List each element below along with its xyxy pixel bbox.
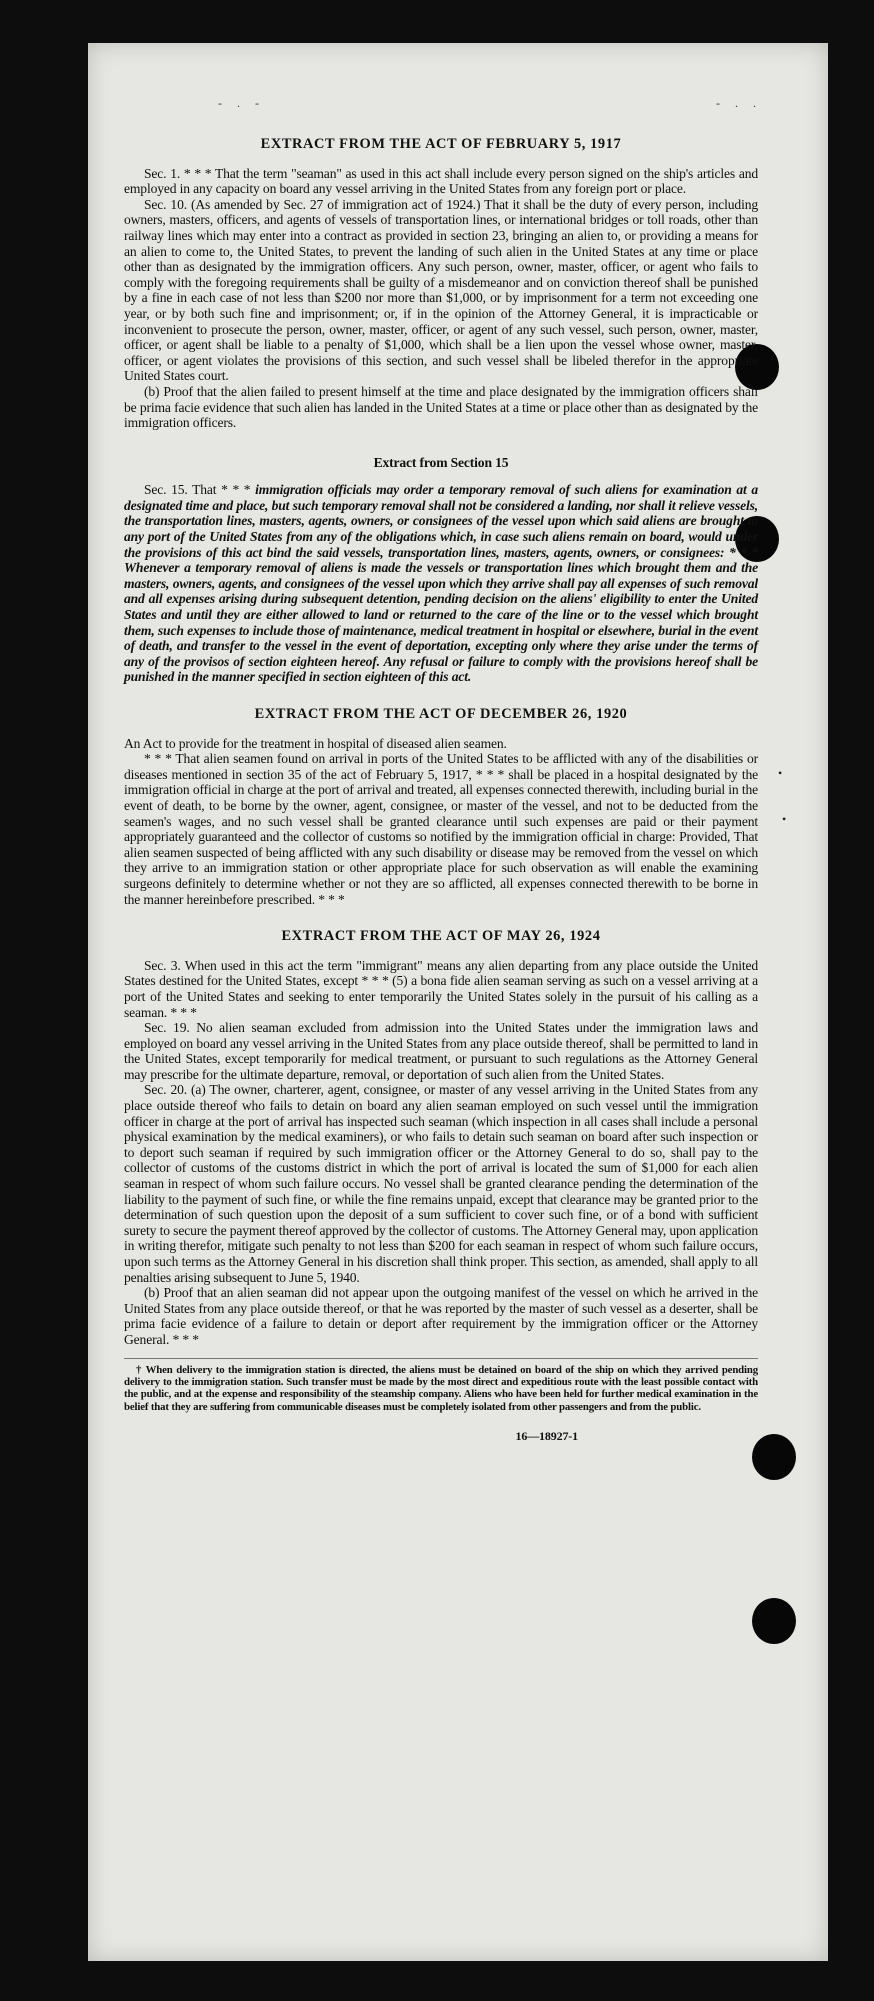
punch-hole (752, 1434, 796, 1480)
section-title-1920: EXTRACT FROM THE ACT OF DECEMBER 26, 1920 (254, 706, 628, 722)
punch-hole (752, 1598, 796, 1644)
footnote (124, 1358, 758, 1414)
section-title-1924: EXTRACT FROM THE ACT OF MAY 26, 1924 (281, 928, 601, 945)
paragraph-sec-15 (124, 482, 758, 685)
act-1920-body: * * * That alien seamen found on arrival in ports of the United States to be afflicted with any of the disabilities or diseases mentioned in section 35 of the act of February 5, 1917, * * * shall be placed in a hospital designated by the immigration official in charge at the port of arrival and treated, all expenses connected therewith, including burial in the event of death, to be borne by the owner, agent, consignee, or master of the vessel, and not to be deducted from the seamen's wages, and no such vessel shall be granted clearance until such expenses are paid or their payment appropriately guaranteed and the collector of customs so notified by the immigration official in charge: Provided, That alien seamen suspected of being afflicted with any such disability or disease may be removed from the vessel on which they arrive to an immigration station or other appropriate place for such observation as will enable the examining surgeons definitely to determine whether or not they are so afflicted, all expenses connected therewith to be borne in the manner hereinbefore prescribed. * * * (124, 751, 758, 907)
section-title-1917: EXTRACT FROM THE ACT OF FEBRUARY 5, 1917 (260, 136, 622, 152)
paragraph-sec-1: Sec. 1. * * * That the term "seaman" as used in this act shall include every person signed on the ship's articles and employed in any capacity on board any vessel arriving in the United States from any foreign port or place. (124, 165, 758, 197)
footnote-text: † When delivery to the immigration station is directed, the aliens must be detained on board of the ship on which they arrived pending delivery to the immigration station. Such transfer must be made by the most direct and expeditious route with the least possible contact with the public, and at the expense and responsibility of the steamship company. Aliens who have been held for further medical examination in the belief that they are suffering from communicable diseases must be completely isolated from other passengers and from the public. (124, 1363, 758, 1413)
paragraph-sec-20a: Sec. 20. (a) The owner, charterer, agent, consignee, or master of any vessel arriving in the United States from any place outside thereof who fails to detain on board any alien seaman employed on such vessel until the immigration officer in charge at the port of arrival has inspected such seaman (which inspection in all cases shall include a personal physical examination by the medical examiners), or who fails to detain such seaman on board after such inspection or to deport such seaman if required by such immigration officer or the Attorney General to do so, shall pay to the collector of customs of the customs district in which the port of arrival is located the sum of $1,000 for each alien seaman in respect of whom such failure occurs. No vessel shall be granted clearance pending the determination of the liability to the payment of such fine, or while the fine remains unpaid, except that clearance may be granted prior to the determination of such question upon the deposit of a sum sufficient to cover such fine, or of a bond with sufficient surety to secure the payment thereof approved by the collector of customs. The Attorney General may, upon application in writing therefor, mitigate such penalty to not less than $200 for each seaman in respect of whom such failure occurs, upon such terms as the Attorney General in his discretion shall think proper. This section, as amended, shall apply to all penalties arising subsequent to June 5, 1940. (124, 1082, 758, 1285)
form-number: 16—18927-1 (515, 1429, 578, 1444)
section-title-sec-15: Extract from Section 15 (373, 454, 509, 470)
edge-mark: • (782, 812, 787, 826)
paragraph-sec-20b: (b) Proof that an alien seaman did not appear upon the outgoing manifest of the vessel on which he arrived in the United States from any place outside thereof, or that he was reported by the master of such vessel as a deserter, shall be prima facie evidence of a failure to detain or deport after requirement by the immigration officer or the Attorney General. * * * (124, 1285, 758, 1347)
paper-speck: - . . (716, 96, 762, 110)
paragraph-sec-19: Sec. 19. No alien seaman excluded from admission into the United States under the immigration laws and employed on board any vessel arriving in the United States from any place outside thereof, shall be permitted to land in the United States, except temporarily for medical treatment, or pursuant to such regulations as the Attorney General may prescribe for the ultimate departure, removal, or deportation of such alien from the United States. (124, 1020, 758, 1082)
paragraph-sec-10: Sec. 10. (As amended by Sec. 27 of immigration act of 1924.) That it shall be the duty of every person, including owners, masters, officers, and agents of vessels of transportation lines, or international bridges or toll roads, other than railway lines which may enter into a contract as provided in section 23, bringing an alien to, or providing a means for an alien to come to, the United States, to prevent the landing of such alien in the United States at any time or place other than as designated by the immigration officers. Any such person, owner, master, officer, or agent who fails to comply with the foregoing requirements shall be guilty of a misdemeanor and on conviction thereof shall be punished by a fine in each case of not less than $200 nor more than $1,000, or by imprisonment for a term not exceeding one year, or by both such fine and imprisonment; or, if in the opinion of the Attorney General, it is impracticable or inconvenient to prosecute the person, owner, master, officer, or agent of any such vessel, such person, owner, master, officer, or agent shall be liable to a penalty of $1,000, which shall be a lien upon the vessel whose owner, master, officer, or agent violates the provisions of this section, and such vessel shall be libeled therefor in the appropriate United States court. (124, 196, 758, 384)
edge-mark: • (778, 766, 783, 780)
sec-15-body: immigration officials may order a temporary removal of such aliens for examination at a designated time and place, but such temporary removal shall not be considered a landing, nor shall it relieve vessels, the transportation lines, masters, agents, owners, or consignees of the vessel upon which said aliens are brought to any port of the United States from any of the obligations which, in case such aliens remain on board, would under the provisions of this act bind the said vessels, transportation lines, masters, agents, owners, or consignees: * * * Whenever a temporary removal of aliens is made the vessels or transportation lines which brought them and the masters, owners, agents, and consignees of the vessel upon which they arrive shall pay all expenses of such removal and all expenses arising during subsequent detention, pending decision on the aliens' eligibility to enter the United States and until they are either allowed to land or returned to the care of the line or to the vessel which brought them, such expenses to include those of maintenance, medical treatment in hospital or elsewhere, burial in the event of death, and transfer to the vessel in the event of deportation, excepting only where they arise under the terms of any of the provisos of section eighteen hereof. Any refusal or failure to comply with the provisions hereof shall be punished in the manner specified in section eighteen of this act. (124, 482, 759, 685)
paper-speck: - . - (218, 96, 265, 110)
paragraph-sec-3: Sec. 3. When used in this act the term "immigrant" means any alien departing from any place outside the United States destined for the United States, except * * * (5) a bona fide alien seaman serving as such on a vessel arriving at a port of the United States and seeking to enter temporarily the United States solely in the pursuit of his calling as a seaman. * * * (124, 957, 758, 1020)
sec-15-lead: Sec. 15. That * * * (144, 482, 251, 498)
paragraph-sec-10b: (b) Proof that the alien failed to present himself at the time and place designated by the immigration officers shall be prima facie evidence that such alien has landed in the United States at a time or place other than as designated by the immigration officers. (124, 383, 758, 431)
act-1920-intro: An Act to provide for the treatment in hospital of diseased alien seamen. (124, 735, 507, 751)
document-body (124, 137, 758, 1445)
